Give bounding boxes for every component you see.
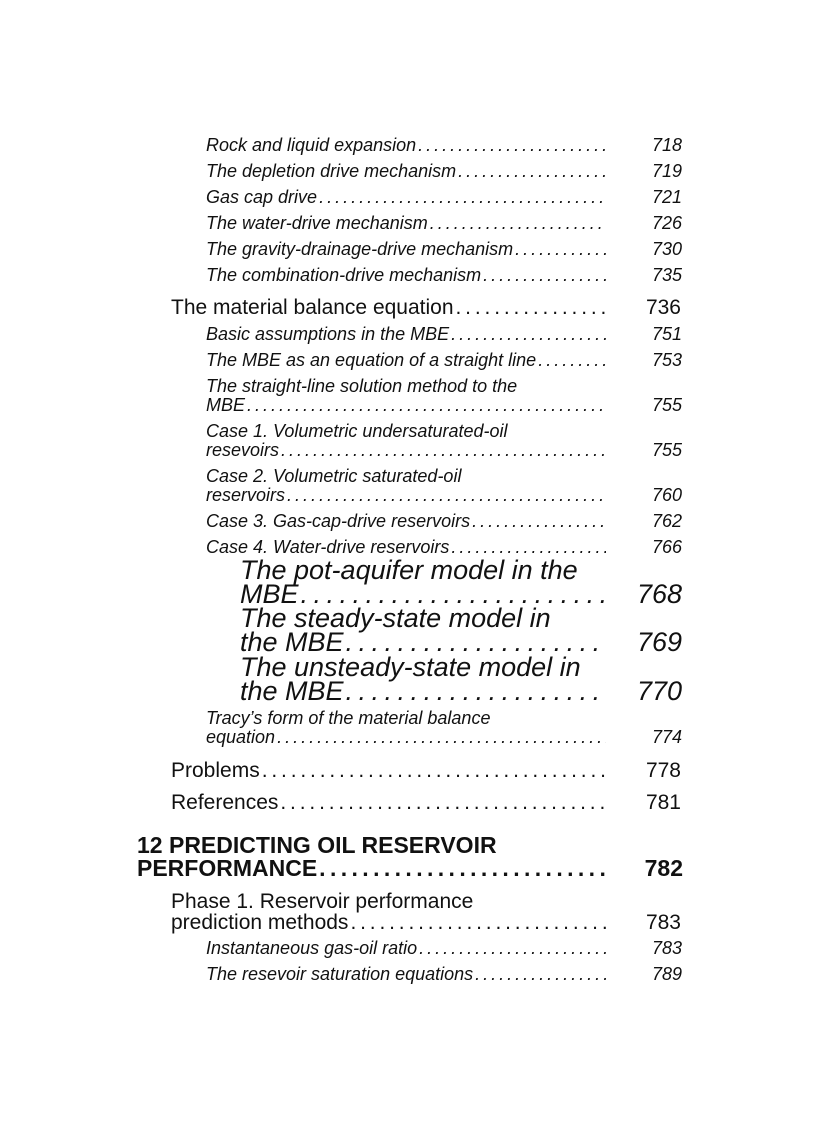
entry-title-line2: resevoirs	[206, 440, 280, 460]
entry-page: 769	[636, 627, 682, 657]
entry-title: The depletion drive mechanism	[206, 161, 457, 181]
entry-page: 762	[651, 511, 682, 531]
entry-page: 781	[645, 791, 681, 814]
entry-title-line1: Tracy’s form of the material balance	[206, 708, 491, 728]
entry-title-line2: equation	[206, 727, 276, 747]
toc-entry[interactable]	[206, 161, 682, 181]
toc-section-entry[interactable]	[171, 890, 681, 934]
entry-page: 783	[651, 938, 682, 958]
entry-title: The MBE as an equation of a straight line	[206, 350, 537, 370]
entry-title: Case 3. Gas-cap-drive reservoirs	[206, 511, 471, 531]
toc-entry[interactable]	[206, 421, 682, 460]
entry-title-line2: the MBE	[240, 676, 344, 706]
entry-page: 774	[651, 727, 682, 747]
entry-page: 730	[651, 239, 682, 259]
entry-page: 736	[645, 296, 681, 319]
entry-page: 755	[651, 395, 682, 415]
entry-page: 755	[651, 440, 682, 460]
entry-title: The combination-drive mechanism	[206, 265, 482, 285]
toc-entry[interactable]	[206, 265, 682, 285]
toc-subentry-large[interactable]	[240, 603, 682, 657]
entry-title-line2: reservoirs	[206, 485, 286, 505]
entry-page: 735	[651, 265, 682, 285]
entry-page: 782	[644, 855, 683, 881]
toc-entry[interactable]	[206, 466, 682, 505]
toc-subentry-large[interactable]	[240, 652, 682, 706]
entry-title-line2: prediction methods	[171, 911, 349, 934]
toc-entry[interactable]	[206, 324, 682, 344]
entry-title-line2: the MBE	[240, 627, 344, 657]
toc-entry[interactable]	[206, 135, 682, 155]
entry-title-line2: MBE	[240, 579, 299, 609]
toc-entry[interactable]	[206, 213, 682, 233]
entry-title-line1: Case 1. Volumetric undersaturated-oil	[206, 421, 508, 441]
entry-title-line1: The unsteady-state model in	[240, 652, 581, 682]
toc-entry[interactable]	[206, 376, 682, 415]
toc-entry[interactable]	[206, 938, 682, 958]
entry-title: Basic assumptions in the MBE	[206, 324, 450, 344]
entry-page: 718	[651, 135, 682, 155]
entry-title: The water-drive mechanism	[206, 213, 428, 233]
entry-title-line1: The pot-aquifer model in the	[240, 555, 578, 585]
entry-title-line1: Case 2. Volumetric saturated-oil	[206, 466, 462, 486]
toc-section-entry[interactable]	[171, 791, 681, 814]
entry-title: Problems	[171, 759, 260, 782]
toc-section-entry[interactable]	[171, 296, 681, 319]
entry-page: 789	[651, 964, 682, 984]
entry-title: Instantaneous gas-oil ratio	[206, 938, 418, 958]
entry-page: 766	[651, 537, 682, 557]
entry-title: Rock and liquid expansion	[206, 135, 417, 155]
entry-title: The material balance equation	[171, 296, 454, 319]
entry-title-line1: The steady-state model in	[240, 603, 551, 633]
entry-page: 783	[645, 911, 681, 934]
entry-page: 721	[651, 187, 682, 207]
entry-title-line1: 12 PREDICTING OIL RESERVOIR	[137, 832, 497, 858]
toc-entry[interactable]	[206, 511, 682, 531]
toc-entry[interactable]	[206, 708, 682, 747]
toc-section-entry[interactable]	[171, 759, 681, 782]
toc-entry[interactable]	[206, 187, 682, 207]
entry-page: 719	[651, 161, 682, 181]
entry-page: 726	[651, 213, 682, 233]
entry-title: Case 4. Water-drive reservoirs	[206, 537, 450, 557]
entry-page: 751	[651, 324, 682, 344]
entry-title: Gas cap drive	[206, 187, 318, 207]
toc-entry[interactable]	[206, 350, 682, 370]
entry-title-line1: The straight-line solution method to the	[206, 376, 518, 396]
entry-title: The gravity-drainage-drive mechanism	[206, 239, 514, 259]
toc-subentry-large[interactable]	[240, 555, 682, 609]
entry-page: 770	[636, 676, 682, 706]
toc-entry[interactable]	[206, 964, 682, 984]
entry-page: 753	[651, 350, 682, 370]
entry-page: 760	[651, 485, 682, 505]
toc-entry[interactable]	[206, 239, 682, 259]
entry-page: 778	[645, 759, 681, 782]
entry-title-line1: Phase 1. Reservoir performance	[171, 890, 474, 913]
entry-page: 768	[636, 579, 682, 609]
entry-title-line2: MBE	[206, 395, 246, 415]
entry-title-line2: PERFORMANCE	[137, 855, 318, 881]
entry-title: References	[171, 791, 279, 814]
entry-title: The resevoir saturation equations	[206, 964, 474, 984]
toc-chapter-entry[interactable]	[137, 832, 683, 881]
